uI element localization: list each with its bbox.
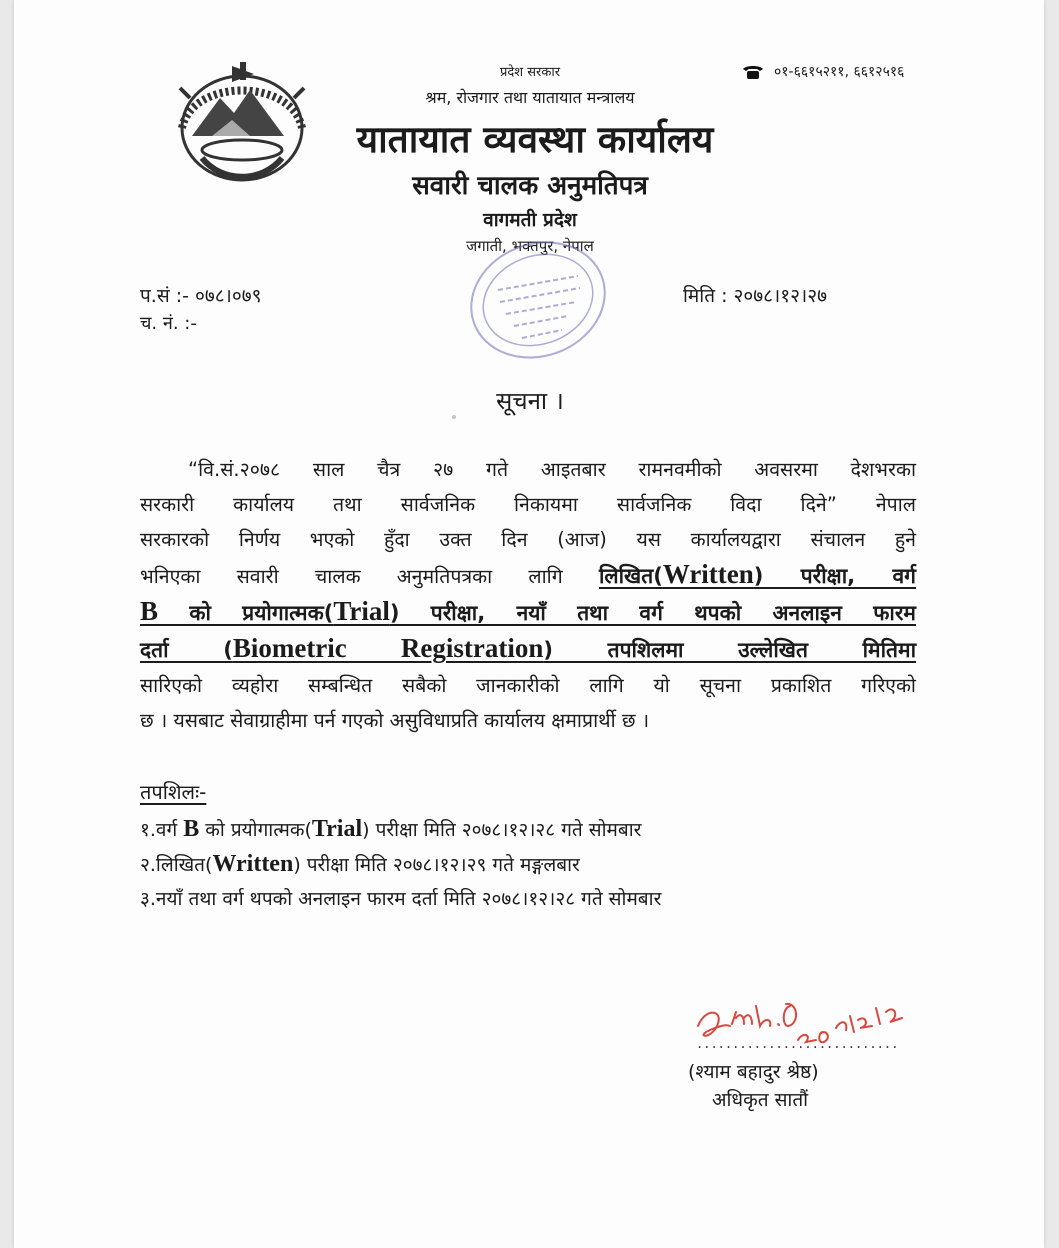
signatory-name: (श्याम बहादुर श्रेष्ठ) [688, 1061, 819, 1083]
dispatch-number: च. नं. :- [140, 313, 197, 334]
item-english: Trial [311, 816, 363, 842]
item-english: B [183, 816, 200, 842]
highlight-english: Biometric Registration [232, 633, 544, 663]
body-line [140, 452, 916, 487]
details-list [140, 812, 661, 916]
body-line [140, 668, 916, 703]
body-text: सरकारको निर्णय भएको हुँदा उक्त दिन (आज) यस कार्यालयद्वारा संचालन हुने [140, 528, 916, 551]
highlight-text: ) तपशिलमा उल्लेखित मितिमा [543, 638, 917, 662]
paper-speck [452, 415, 456, 419]
body-text: छ । यसबाट सेवाग्राहीमा पर्न गएको असुविधाप्रति कार्यालय क्षमाप्रार्थी छ । [140, 709, 650, 732]
notice-date: मिति : २०७८।१२।२७ [683, 285, 827, 307]
notice-title: सूचना । [496, 387, 564, 415]
item-text: २.लिखित( [140, 854, 213, 876]
highlight-text [598, 559, 916, 589]
highlight-text: को प्रयोगात्मक( [158, 601, 334, 625]
signatory-title: अधिकृत सातौं [712, 1089, 809, 1111]
ministry-name: श्रम, रोजगार तथा यातायात मन्त्रालय [425, 88, 635, 107]
telephone-icon [742, 64, 764, 80]
details-heading: तपशिलः- [140, 780, 207, 804]
reference-number: प.सं :- ०७८।०७९ [140, 285, 262, 307]
details-item [140, 882, 661, 916]
handwritten-signature-icon [686, 976, 926, 1056]
item-text: १.वर्ग [140, 819, 184, 841]
body-line [140, 487, 916, 522]
body-text: भनिएका सवारी चालक अनुमतिपत्रका लागि [140, 565, 599, 588]
office-name: यातायात व्यवस्था कार्यालय [356, 118, 714, 161]
office-seal-stamp-icon [458, 240, 614, 360]
details-item [140, 847, 661, 882]
highlight-text: ) परीक्षा, वर्ग [753, 564, 916, 588]
details-item [140, 812, 661, 847]
item-text: ) परीक्षा मिति २०७८।१२।२८ गते सोमबार [362, 819, 642, 841]
notice-body [140, 452, 916, 738]
highlight-text: लिखित( [598, 564, 663, 588]
province-name: वागमती प्रदेश [483, 209, 577, 231]
body-text: सरकारी कार्यालय तथा सार्वजनिक निकायमा सार्वजनिक विदा दिने” नेपाल [140, 493, 916, 516]
office-address: जगाती, भक्तपुर, नेपाल [466, 237, 594, 255]
body-line [140, 594, 916, 631]
item-text: ) परीक्षा मिति २०७८।१२।२९ गते मङ्गलबार [293, 854, 580, 876]
nepal-government-emblem-icon [172, 58, 312, 190]
body-line [140, 703, 916, 738]
body-line [140, 522, 916, 557]
item-text: को प्रयोगात्मक( [199, 819, 312, 841]
body-line [140, 631, 916, 668]
highlight-english: Written [662, 559, 754, 589]
body-text: सारिएको व्यहोरा सम्बन्धित सबैको जानकारीको लागि यो सूचना प्रकाशित गरिएको [140, 674, 916, 697]
gov-level: प्रदेश सरकार [499, 65, 561, 80]
division-name: सवारी चालक अनुमतिपत्र [412, 171, 648, 201]
body-text: “वि.सं.२०७८ साल चैत्र २७ गते आइतबार रामनवमीको अवसरमा देशभरका [188, 458, 916, 481]
highlight-english: B [140, 596, 159, 626]
highlight-english: Trial [333, 596, 390, 626]
phone-numbers: ०१-६६१५२११, ६६१२५१६ [774, 64, 905, 80]
highlight-text: दर्ता ( [140, 638, 233, 662]
highlight-text: ) परीक्षा, नयाँ तथा वर्ग थपको अनलाइन फारम [389, 601, 916, 625]
item-text: ३.नयाँ तथा वर्ग थपको अनलाइन फारम दर्ता मिति २०७८।१२।२८ गते सोमबार [140, 888, 662, 910]
signature-dots: ............................ [696, 1037, 899, 1051]
phone-info [742, 62, 904, 81]
item-english: Written [212, 851, 294, 877]
body-line [140, 557, 916, 594]
